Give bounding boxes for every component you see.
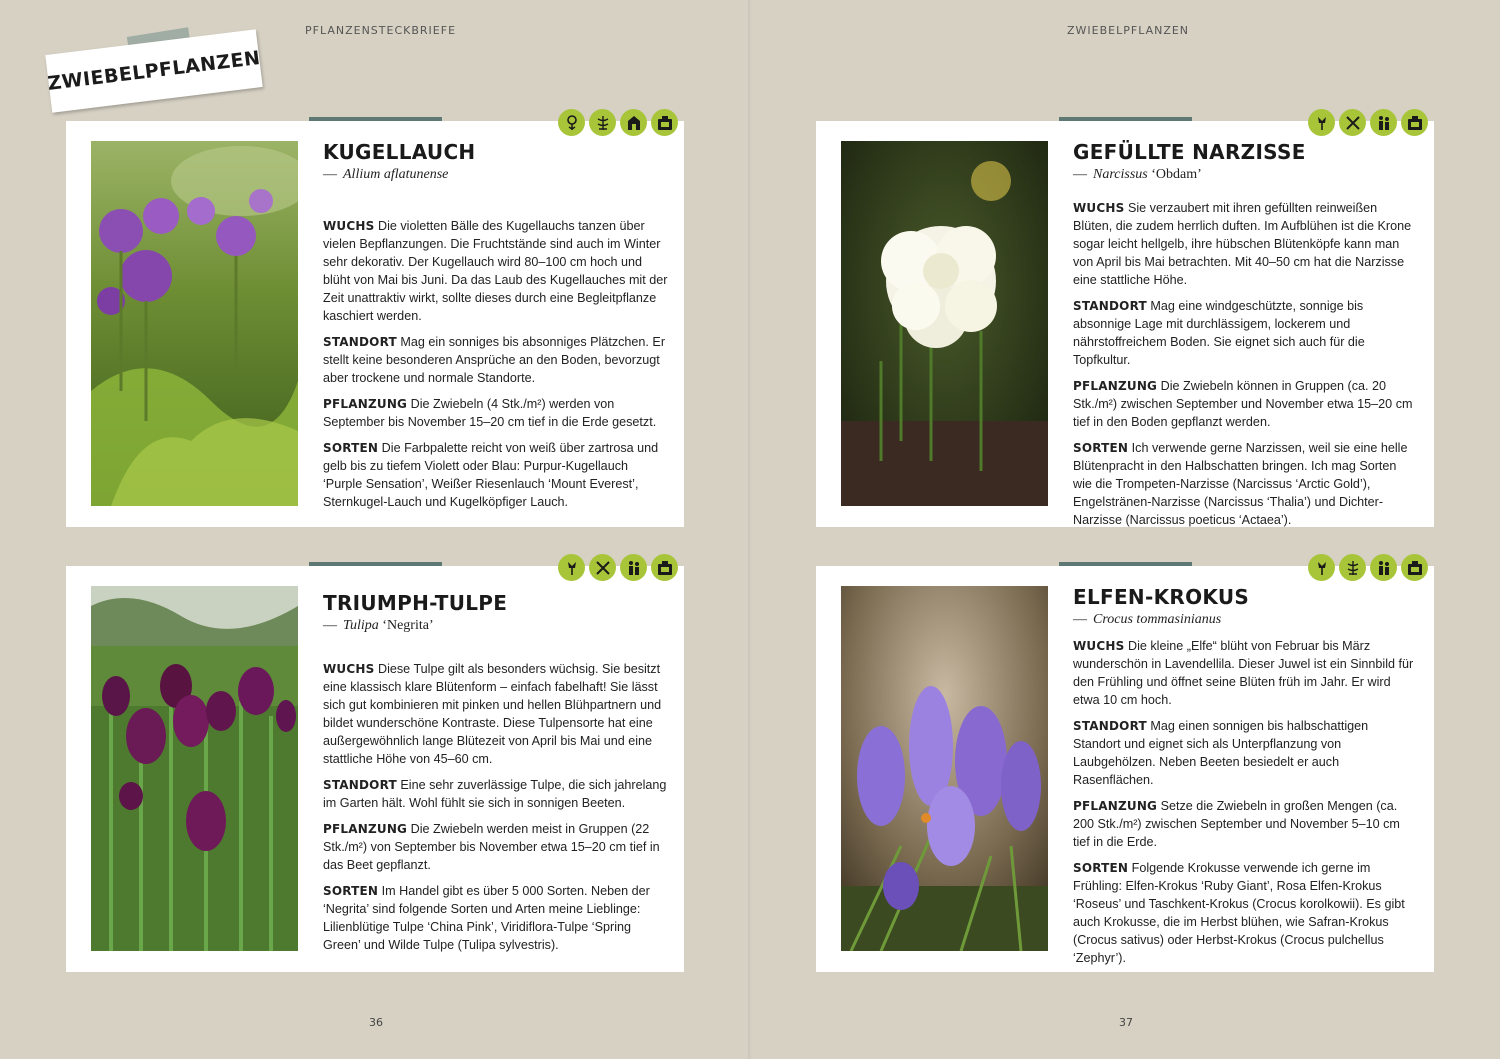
container-pot-icon (651, 109, 678, 136)
latin-name: — Narcissus ‘Obdam’ (1073, 167, 1202, 182)
section-text: Setze die Zwiebeln in großen Mengen (ca. 200 Stk./m²) zwischen September und November 5–10 cm tief in die Erde. (1073, 799, 1400, 849)
photo-allium (91, 141, 298, 506)
section-label: PFLANZUNG (323, 822, 408, 836)
plant-title: TRIUMPH-TULPE (323, 591, 508, 615)
section-sorten (1073, 439, 1418, 529)
section-badge (45, 29, 262, 112)
container-pot-icon (1401, 109, 1428, 136)
section-text: Diese Tulpe gilt als besonders wüchsig. Sie besitzt eine klassisch klare Blütenform – einfach fabelhaft! Sie lässt sich gut kombinieren mit pinken und hellen Blühpartnern und bildet wunderschöne Kontraste. Diese Tulpensorte hat eine außergewöhnlich lange Blütezeit von April bis Mai und eine stattliche Höhe von 45–60 cm. (323, 662, 662, 766)
latin-genus: Tulipa (343, 618, 379, 633)
section-text: Die Farbpalette reicht von weiß über zartrosa und gelb bis zu tiefem Violett oder Blau: Purpur-Kugellauch ‘Purple Sensation’, Weißer Riesenlauch ‘Mount Everest’, Sternkugel-Lauch und Kugelköpfiger Lauch. (323, 441, 659, 509)
section-label: SORTEN (323, 441, 379, 455)
section-text: Sie verzaubert mit ihren gefüllten reinweißen Blüten, die zudem herrlich duften. Im Aufblühen ist die Krone sogar leicht hellgelb, ihre hübschen Blütenköpfe kann man von April bis Mai betrachten. Mit 40–50 cm hat die Narzisse eine stattliche Höhe. (1073, 201, 1412, 287)
page-number-left: 36 (369, 1016, 383, 1029)
section-text: Im Handel gibt es über 5 000 Sorten. Neben der ‘Negrita’ sind folgende Sorten und Arten meine Lieblinge: Lilienblütige Tulpe ‘China Pink’, Viridiflora-Tulpe ‘Spring Green’ und Wilde Tulpe (Tulipa sylvestris). (323, 884, 650, 952)
section-label: WUCHS (1073, 639, 1125, 653)
page-number-right: 37 (1119, 1016, 1133, 1029)
section-label: STANDORT (323, 778, 397, 792)
section-pflanzung (323, 395, 668, 431)
section-label: WUCHS (323, 662, 375, 676)
book-gutter (748, 0, 752, 1059)
accent-bar (1059, 562, 1192, 566)
plant-card-kugellauch (66, 121, 684, 527)
photo-crocus (841, 586, 1048, 951)
section-pflanzung (1073, 377, 1418, 431)
section-label: SORTEN (1073, 441, 1129, 455)
latin-genus: Crocus tommasinianus (1093, 612, 1222, 627)
latin-name: — Allium aflatunense (323, 167, 449, 182)
card-text (323, 584, 668, 962)
partial-shade-icon (620, 109, 647, 136)
section-badge-label: ZWIEBELPFLANZEN (46, 47, 262, 95)
container-pot-icon (1401, 554, 1428, 581)
section-standort (323, 776, 668, 812)
section-text: Ich verwende gerne Narzissen, weil sie eine helle Blütenpracht in den Halbschatten bringen. Ich mag Sorten wie die Trompeten-Narzisse (Narcissus ‘Arctic Gold’), Engelstränen-Narzisse (Narcissus ‘Thalia’) und Dichter-Narzisse (Narcissus poeticus ‘Actaea’). (1073, 441, 1408, 527)
running-head-right: ZWIEBELPFLANZEN (1067, 24, 1190, 37)
crossed-tools-icon (1339, 109, 1366, 136)
people-icon (1370, 109, 1397, 136)
running-head-left: PFLANZENSTECKBRIEFE (305, 24, 457, 37)
icon-row (1308, 554, 1428, 581)
photo-narcissus (841, 141, 1048, 506)
section-sorten (323, 882, 668, 954)
section-label: PFLANZUNG (323, 397, 408, 411)
section-pflanzung (1073, 797, 1418, 851)
section-sorten (323, 439, 668, 511)
section-label: SORTEN (1073, 861, 1129, 875)
section-text: Die violetten Bälle des Kugellauchs tanzen über vielen Bepflanzungen. Die Fruchtstände sind auch im Winter sehr dekorativ. Der Kugellauch wird 80–100 cm hoch und blüht von Mai bis Juni. Da das Laub des Kugellauches mit der Zeit unattraktiv wirkt, sollte dieses durch eine Begleitpflanze kaschiert werden. (323, 219, 668, 323)
section-text: Die Zwiebeln können in Gruppen (ca. 20 Stk./m²) zwischen September und November etwa 15–20 cm tief in den Boden gepflanzt werden. (1073, 379, 1413, 429)
section-label: WUCHS (1073, 201, 1125, 215)
card-text (323, 139, 668, 519)
section-standort (1073, 297, 1418, 369)
container-pot-icon (651, 554, 678, 581)
section-label: STANDORT (1073, 719, 1147, 733)
tulip-icon (1308, 554, 1335, 581)
section-wuchs (323, 217, 668, 325)
latin-genus: Allium aflatunense (343, 167, 449, 182)
plant-title: ELFEN-KROKUS (1073, 585, 1250, 609)
cultivar: ‘Obdam’ (1151, 167, 1202, 182)
plant-card-tulpe (66, 566, 684, 972)
section-text: Mag eine windgeschützte, sonnige bis absonnige Lage mit durchlässigem, lockerem und nährstoffreichem Boden. Sie eignet sich auch für die Topfkultur. (1073, 299, 1365, 367)
card-text (1073, 584, 1418, 975)
card-text (1073, 139, 1418, 537)
accent-bar (309, 117, 442, 121)
section-pflanzung (323, 820, 668, 874)
plant-card-krokus (816, 566, 1434, 972)
section-label: STANDORT (1073, 299, 1147, 313)
plant-card-narzisse (816, 121, 1434, 527)
seedling-icon (558, 109, 585, 136)
section-label: STANDORT (323, 335, 397, 349)
section-wuchs (1073, 637, 1418, 709)
section-text: Die Zwiebeln (4 Stk./m²) werden von September bis November 15–20 cm tief in die Erde gesetzt. (323, 397, 657, 429)
icon-row (1308, 109, 1428, 136)
latin-genus: Narcissus (1093, 167, 1148, 182)
section-text: Mag einen sonnigen bis halbschattigen Standort und eignet sich als Unterpflanzung von Laubgehölzen. Neben Beeten besiedelt er auch Rasenflächen. (1073, 719, 1369, 787)
section-wuchs (1073, 199, 1418, 289)
nutrient-icon (1339, 554, 1366, 581)
section-label: PFLANZUNG (1073, 379, 1158, 393)
latin-name: — Tulipa ‘Negrita’ (323, 618, 434, 633)
section-label: PFLANZUNG (1073, 799, 1158, 813)
tulip-icon (1308, 109, 1335, 136)
section-text: Mag ein sonniges bis absonniges Plätzchen. Er stellt keine besonderen Ansprüche an den Boden, bevorzugt aber trockene und normale Standorte. (323, 335, 666, 385)
section-label: WUCHS (323, 219, 375, 233)
accent-bar (309, 562, 442, 566)
section-text: Eine sehr zuverlässige Tulpe, die sich jahrelang im Garten hält. Wohl fühlt sie sich in sonnigen Beeten. (323, 778, 667, 810)
photo-tulips (91, 586, 298, 951)
plant-title: GEFÜLLTE NARZISSE (1073, 140, 1306, 164)
nutrient-icon (589, 109, 616, 136)
latin-name: — Crocus tommasinianus (1073, 612, 1222, 627)
section-standort (323, 333, 668, 387)
plant-title: KUGELLAUCH (323, 140, 476, 164)
section-text: Folgende Krokusse verwende ich gerne im Frühling: Elfen-Krokus ‘Ruby Giant’, Rosa Elfen-Krokus ‘Roseus’ und Taschkent-Krokus (Crocus korolkowii). Es gibt auch Krokusse, die im Herbst blühen, wie Safran-Krokus (Crocus sativus) oder Herbst-Krokus (Crocus pulchellus ‘Zephyr’). (1073, 861, 1405, 965)
section-wuchs (323, 660, 668, 768)
crossed-tools-icon (589, 554, 616, 581)
section-text: Die kleine „Elfe“ blüht von Februar bis März wunderschön in Lavendellila. Dieser Juwel ist ein Sinnbild für den Frühling und öffnet seine Blüten früh im Jahr. Er wird etwa 10 cm hoch. (1073, 639, 1414, 707)
tulip-icon (558, 554, 585, 581)
people-icon (1370, 554, 1397, 581)
section-standort (1073, 717, 1418, 789)
section-text: Die Zwiebeln werden meist in Gruppen (22 Stk./m²) von September bis November etwa 15–20 cm tief in das Beet gepflanzt. (323, 822, 660, 872)
icon-row (558, 109, 678, 136)
section-sorten (1073, 859, 1418, 967)
icon-row (558, 554, 678, 581)
accent-bar (1059, 117, 1192, 121)
people-icon (620, 554, 647, 581)
section-label: SORTEN (323, 884, 379, 898)
cultivar: ‘Negrita’ (382, 618, 434, 633)
